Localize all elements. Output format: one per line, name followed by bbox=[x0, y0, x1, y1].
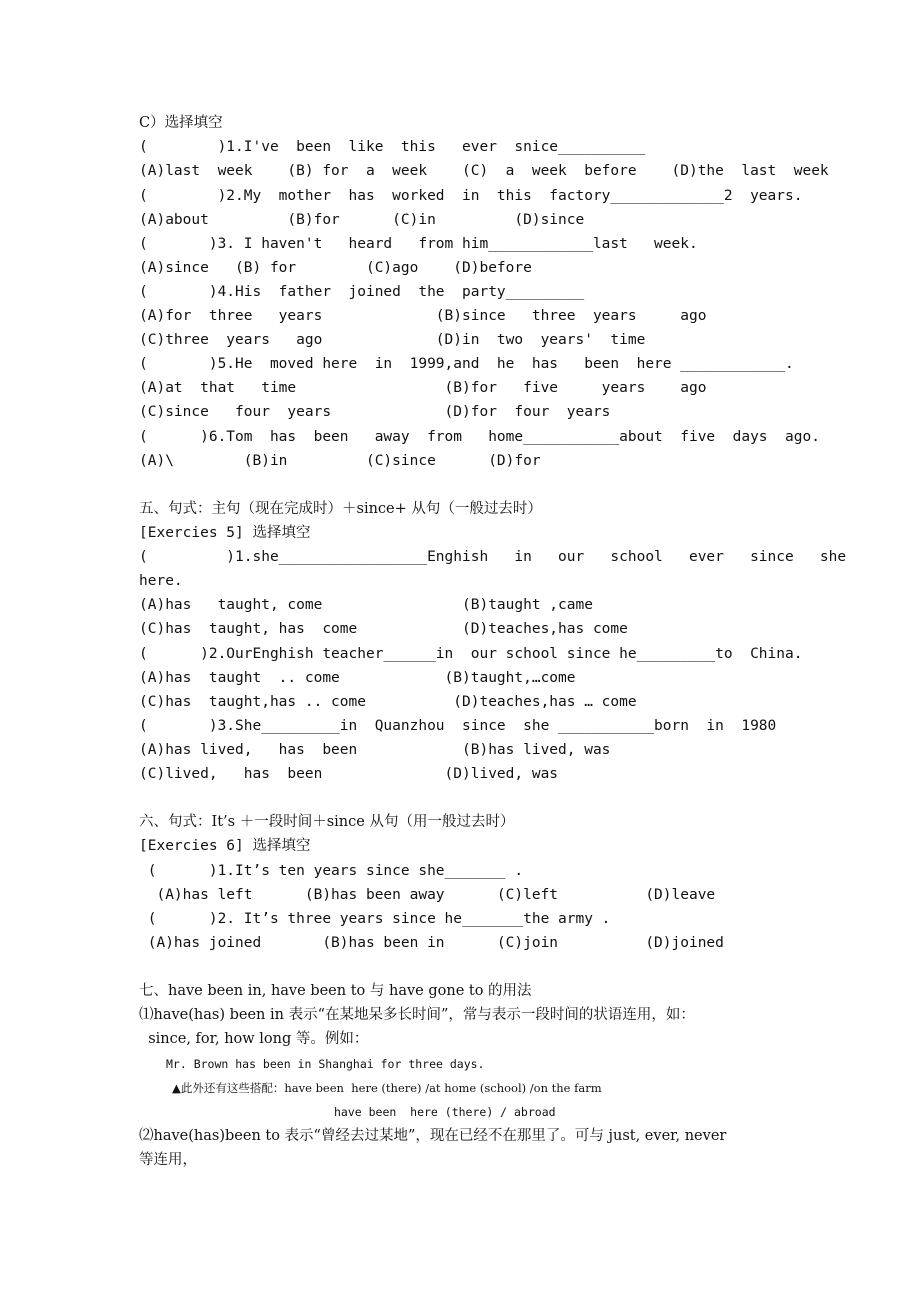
question-3-options: (A)since (B) for (C)ago (D)before bbox=[139, 260, 532, 276]
s5-question-1-options-b: (C)has taught, has come (D)teaches,has come bbox=[139, 621, 628, 637]
question-1-options: (A)last week (B) for a week (C) a week before (D)the last week bbox=[139, 163, 829, 179]
section-7-note-line-1: ▲此外还有这些搭配：have been here (there) /at home (school) /on the farm bbox=[172, 1081, 602, 1095]
s5-question-1-options-a: (A)has taught, come (B)taught ,came bbox=[139, 597, 593, 613]
section-5-exercise-label: [Exercies 5] 选择填空 bbox=[139, 525, 311, 541]
question-3: ( )3. I haven't heard from him____________last week. bbox=[139, 236, 698, 252]
s6-question-1-options: (A)has left (B)has been away (C)left (D)leave bbox=[139, 887, 716, 903]
section-7-example: Mr. Brown has been in Shanghai for three days. bbox=[166, 1057, 485, 1071]
question-6-options: (A)\ (B)in (C)since (D)for bbox=[139, 453, 541, 469]
s5-question-2-options-b: (C)has taught,has .. come (D)teaches,has … come bbox=[139, 694, 637, 710]
s5-question-2: ( )2.OurEnghish teacher______in our school since he_________to China. bbox=[139, 646, 803, 662]
section-5-heading: 五、句式：主句（现在完成时）＋since+ 从句（一般过去时） bbox=[139, 501, 542, 517]
s5-question-3-options-a: (A)has lived, has been (B)has lived, was bbox=[139, 742, 611, 758]
question-1: ( )1.I've been like this ever snice__________ bbox=[139, 139, 646, 155]
s5-question-3: ( )3.She_________in Quanzhou since she ___________born in 1980 bbox=[139, 718, 777, 734]
question-4-options-b: (C)three years ago (D)in two years' time bbox=[139, 332, 646, 348]
s5-question-3-options-b: (C)lived, has been (D)lived, was bbox=[139, 766, 559, 782]
section-7-heading: 七、have been in, have been to 与 have gone to 的用法 bbox=[139, 983, 532, 999]
section-6-exercise-label: [Exercies 6] 选择填空 bbox=[139, 838, 311, 854]
s6-question-2-options: (A)has joined (B)has been in (C)join (D)joined bbox=[139, 935, 724, 951]
section-7-paragraph-2-continued: 等连用， bbox=[139, 1152, 197, 1168]
question-5-options-a: (A)at that time (B)for five years ago bbox=[139, 380, 707, 396]
question-2: ( )2.My mother has worked in this factory_____________2 years. bbox=[139, 188, 803, 204]
section-c-heading: C）选择填空 bbox=[139, 115, 223, 131]
section-7-paragraph-1: ⑴have(has) been in 表示“在某地呆多长时间”，常与表示一段时间的状语连用，如： bbox=[139, 1007, 695, 1023]
question-5: ( )5.He moved here in 1999,and he has been here ____________. bbox=[139, 356, 794, 372]
question-6: ( )6.Tom has been away from home___________about five days ago. bbox=[139, 429, 820, 445]
question-4: ( )4.His father joined the party_________ bbox=[139, 284, 585, 300]
question-2-options: (A)about (B)for (C)in (D)since bbox=[139, 212, 585, 228]
s5-question-1: ( )1.she_________________Enghish in our school ever since she bbox=[139, 549, 847, 565]
question-4-options-a: (A)for three years (B)since three years ago bbox=[139, 308, 707, 324]
section-7-note-line-2: have been here (there) / abroad bbox=[334, 1105, 556, 1119]
question-5-options-b: (C)since four years (D)for four years bbox=[139, 404, 611, 420]
s6-question-1: ( )1.It’s ten years since she_______ . bbox=[139, 863, 524, 879]
s5-question-1-continued: here. bbox=[139, 573, 183, 589]
section-7-paragraph-2: ⑵have(has)been to 表示“曾经去过某地”，现在已经不在那里了。可与 just, ever, never bbox=[139, 1128, 727, 1144]
section-6-heading: 六、句式：It’s ＋一段时间＋since 从句（用一般过去时） bbox=[139, 814, 515, 830]
section-7-paragraph-1-continued: since, for, how long 等。例如： bbox=[139, 1031, 369, 1047]
s6-question-2: ( )2. It’s three years since he_______the army . bbox=[139, 911, 611, 927]
s5-question-2-options-a: (A)has taught .. come (B)taught,…come bbox=[139, 670, 576, 686]
